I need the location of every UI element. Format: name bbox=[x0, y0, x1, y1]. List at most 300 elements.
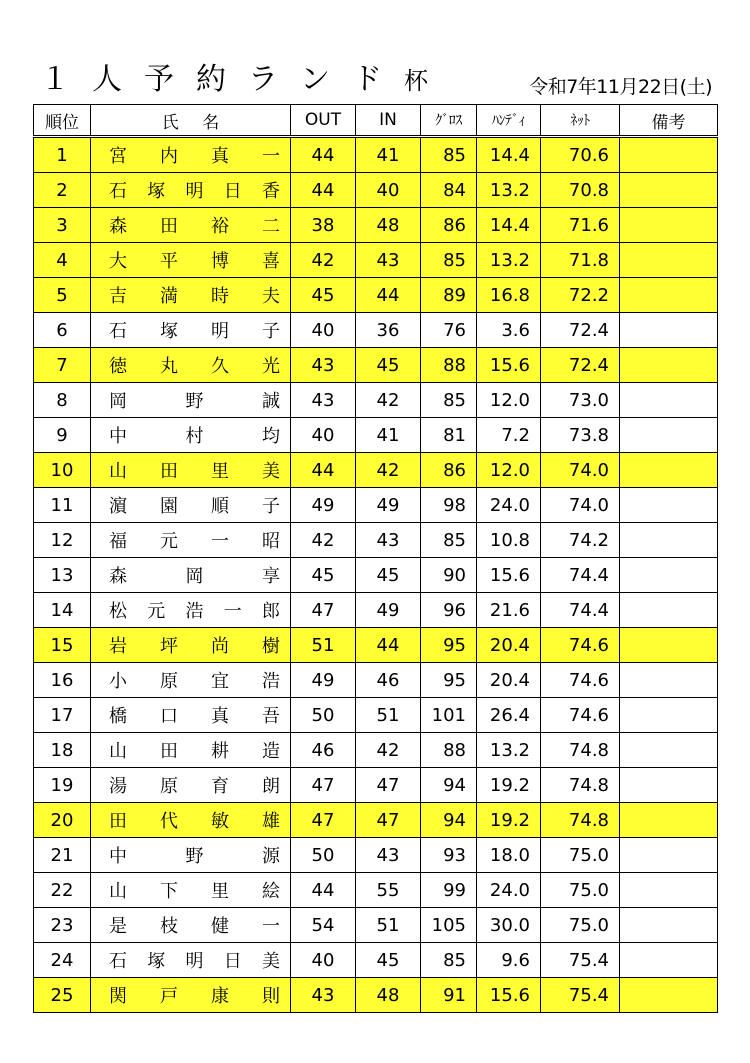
out-score-cell: 45 bbox=[291, 558, 356, 593]
player-name-char: 山 bbox=[109, 461, 127, 482]
player-name-cell bbox=[91, 278, 291, 313]
out-score-cell: 49 bbox=[291, 488, 356, 523]
handicap-cell: 13.2 bbox=[477, 733, 541, 768]
table-row bbox=[34, 278, 718, 313]
event-date: 令和7年11月22日(土) bbox=[529, 76, 712, 98]
table-row bbox=[34, 698, 718, 733]
out-score-cell: 42 bbox=[291, 243, 356, 278]
rank-cell: 20 bbox=[34, 803, 91, 838]
rank-cell: 15 bbox=[34, 628, 91, 663]
table-row bbox=[34, 803, 718, 838]
gross-score-cell: 85 bbox=[421, 243, 477, 278]
out-score-cell: 45 bbox=[291, 278, 356, 313]
gross-score-cell: 85 bbox=[421, 523, 477, 558]
player-name-char: 田 bbox=[160, 461, 178, 482]
notes-cell bbox=[620, 593, 718, 628]
player-name-cell bbox=[91, 733, 291, 768]
player-name-char: 日 bbox=[223, 951, 242, 972]
handicap-cell: 10.8 bbox=[477, 523, 541, 558]
notes-cell bbox=[620, 628, 718, 663]
in-score-cell: 42 bbox=[356, 733, 421, 768]
gross-score-cell: 91 bbox=[421, 978, 477, 1013]
notes-cell bbox=[620, 733, 718, 768]
player-name-char: 野 bbox=[185, 846, 204, 867]
in-score-cell: 41 bbox=[356, 137, 421, 173]
net-score-cell: 74.6 bbox=[541, 628, 620, 663]
table-row bbox=[34, 243, 718, 278]
out-score-cell: 44 bbox=[291, 873, 356, 908]
net-score-cell: 74.4 bbox=[541, 593, 620, 628]
player-name-char: 光 bbox=[262, 356, 280, 377]
table-row bbox=[34, 137, 718, 173]
table-row bbox=[34, 663, 718, 698]
player-name-cell bbox=[91, 663, 291, 698]
notes-cell bbox=[620, 768, 718, 803]
in-score-cell: 45 bbox=[356, 558, 421, 593]
rank-cell: 14 bbox=[34, 593, 91, 628]
net-score-cell: 75.4 bbox=[541, 978, 620, 1013]
player-name-cell bbox=[91, 173, 291, 208]
in-score-cell: 48 bbox=[356, 208, 421, 243]
player-name-char: 朗 bbox=[262, 776, 280, 797]
out-score-cell: 43 bbox=[291, 383, 356, 418]
handicap-cell: 15.6 bbox=[477, 558, 541, 593]
player-name-char: 子 bbox=[262, 321, 280, 342]
gross-score-cell: 88 bbox=[421, 733, 477, 768]
handicap-cell: 26.4 bbox=[477, 698, 541, 733]
table-row bbox=[34, 173, 718, 208]
in-score-cell: 51 bbox=[356, 908, 421, 943]
handicap-cell: 20.4 bbox=[477, 663, 541, 698]
player-name-char: 原 bbox=[160, 671, 178, 692]
player-name-char: 山 bbox=[109, 741, 127, 762]
out-score-cell: 44 bbox=[291, 453, 356, 488]
player-name-char: 下 bbox=[160, 881, 178, 902]
in-score-cell: 42 bbox=[356, 383, 421, 418]
player-name-char: 健 bbox=[211, 916, 229, 937]
player-name-char: 裕 bbox=[211, 216, 229, 237]
net-score-cell: 70.6 bbox=[541, 137, 620, 173]
player-name-char: 郎 bbox=[262, 601, 280, 622]
rank-cell: 2 bbox=[34, 173, 91, 208]
player-name-char: 吉 bbox=[109, 286, 127, 307]
handicap-cell: 12.0 bbox=[477, 453, 541, 488]
player-name-char: 元 bbox=[147, 601, 166, 622]
player-name-cell bbox=[91, 873, 291, 908]
out-score-cell: 40 bbox=[291, 418, 356, 453]
player-name-char: 田 bbox=[109, 811, 127, 832]
in-score-cell: 43 bbox=[356, 243, 421, 278]
gross-score-cell: 94 bbox=[421, 803, 477, 838]
handicap-cell: 12.0 bbox=[477, 383, 541, 418]
player-name-char: 村 bbox=[185, 426, 204, 447]
player-name-char: 橋 bbox=[109, 706, 127, 727]
player-name-cell bbox=[91, 523, 291, 558]
player-name-char: 時 bbox=[211, 286, 229, 307]
out-score-cell: 43 bbox=[291, 978, 356, 1013]
out-score-cell: 40 bbox=[291, 313, 356, 348]
out-score-cell: 47 bbox=[291, 803, 356, 838]
player-name-char: 真 bbox=[211, 146, 229, 167]
notes-cell bbox=[620, 838, 718, 873]
table-row bbox=[34, 558, 718, 593]
player-name-char: 康 bbox=[211, 986, 229, 1007]
player-name-char: 育 bbox=[211, 776, 229, 797]
player-name-char: 一 bbox=[211, 531, 229, 552]
player-name-char: 岡 bbox=[185, 566, 204, 587]
handicap-cell: 21.6 bbox=[477, 593, 541, 628]
in-score-cell: 48 bbox=[356, 978, 421, 1013]
player-name-char: 塚 bbox=[160, 321, 178, 342]
rank-cell: 8 bbox=[34, 383, 91, 418]
player-name-char: 平 bbox=[160, 251, 178, 272]
page-title bbox=[40, 60, 428, 101]
handicap-cell: 3.6 bbox=[477, 313, 541, 348]
player-name-cell bbox=[91, 243, 291, 278]
gross-score-cell: 76 bbox=[421, 313, 477, 348]
player-name-char: 中 bbox=[109, 846, 127, 867]
player-name-char: 口 bbox=[160, 706, 178, 727]
gross-score-cell: 105 bbox=[421, 908, 477, 943]
player-name-char: 絵 bbox=[262, 881, 280, 902]
player-name-char: 塚 bbox=[147, 951, 166, 972]
net-score-cell: 75.0 bbox=[541, 908, 620, 943]
gross-score-cell: 86 bbox=[421, 208, 477, 243]
player-name-char: 真 bbox=[211, 706, 229, 727]
player-name-char: 濵 bbox=[109, 496, 127, 517]
player-name-cell bbox=[91, 978, 291, 1013]
gross-score-cell: 84 bbox=[421, 173, 477, 208]
notes-cell bbox=[620, 488, 718, 523]
player-name-char: 小 bbox=[109, 671, 127, 692]
out-score-cell: 46 bbox=[291, 733, 356, 768]
notes-cell bbox=[620, 243, 718, 278]
col-header-name: 氏 名 bbox=[91, 105, 291, 137]
player-name-char: 枝 bbox=[160, 916, 178, 937]
net-score-cell: 74.4 bbox=[541, 558, 620, 593]
in-score-cell: 45 bbox=[356, 943, 421, 978]
table-row bbox=[34, 978, 718, 1013]
gross-score-cell: 95 bbox=[421, 628, 477, 663]
player-name-cell bbox=[91, 137, 291, 173]
out-score-cell: 47 bbox=[291, 593, 356, 628]
player-name-char: 敏 bbox=[211, 811, 229, 832]
player-name-char: 明 bbox=[211, 321, 229, 342]
out-score-cell: 50 bbox=[291, 698, 356, 733]
table-row bbox=[34, 488, 718, 523]
net-score-cell: 71.8 bbox=[541, 243, 620, 278]
gross-score-cell: 85 bbox=[421, 943, 477, 978]
gross-score-cell: 99 bbox=[421, 873, 477, 908]
player-name-char: 宜 bbox=[211, 671, 229, 692]
in-score-cell: 55 bbox=[356, 873, 421, 908]
table-row bbox=[34, 453, 718, 488]
player-name-char: 誠 bbox=[262, 391, 280, 412]
rank-cell: 6 bbox=[34, 313, 91, 348]
player-name-char: 明 bbox=[185, 951, 204, 972]
rank-cell: 10 bbox=[34, 453, 91, 488]
net-score-cell: 74.8 bbox=[541, 733, 620, 768]
table-row bbox=[34, 768, 718, 803]
player-name-char: 明 bbox=[185, 181, 204, 202]
rank-cell: 17 bbox=[34, 698, 91, 733]
gross-score-cell: 90 bbox=[421, 558, 477, 593]
table-row bbox=[34, 523, 718, 558]
player-name-char: 満 bbox=[160, 286, 178, 307]
player-name-char: 里 bbox=[211, 461, 229, 482]
notes-cell bbox=[620, 978, 718, 1013]
table-header-row bbox=[34, 105, 718, 137]
player-name-char: 均 bbox=[262, 426, 280, 447]
player-name-cell bbox=[91, 383, 291, 418]
gross-score-cell: 85 bbox=[421, 137, 477, 173]
player-name-cell bbox=[91, 838, 291, 873]
rank-cell: 4 bbox=[34, 243, 91, 278]
col-header-in: IN bbox=[356, 105, 421, 137]
player-name-char: 坪 bbox=[160, 636, 178, 657]
gross-score-cell: 88 bbox=[421, 348, 477, 383]
handicap-cell: 16.8 bbox=[477, 278, 541, 313]
handicap-cell: 18.0 bbox=[477, 838, 541, 873]
net-score-cell: 74.6 bbox=[541, 663, 620, 698]
table-row bbox=[34, 908, 718, 943]
gross-score-cell: 85 bbox=[421, 383, 477, 418]
player-name-char: 一 bbox=[262, 916, 280, 937]
in-score-cell: 51 bbox=[356, 698, 421, 733]
net-score-cell: 74.0 bbox=[541, 488, 620, 523]
in-score-cell: 43 bbox=[356, 838, 421, 873]
player-name-char: 香 bbox=[262, 181, 280, 202]
notes-cell bbox=[620, 313, 718, 348]
notes-cell bbox=[620, 523, 718, 558]
rank-cell: 11 bbox=[34, 488, 91, 523]
notes-cell bbox=[620, 383, 718, 418]
rank-cell: 3 bbox=[34, 208, 91, 243]
in-score-cell: 45 bbox=[356, 348, 421, 383]
player-name-char: 享 bbox=[262, 566, 280, 587]
in-score-cell: 47 bbox=[356, 768, 421, 803]
net-score-cell: 74.0 bbox=[541, 453, 620, 488]
player-name-char: 岩 bbox=[109, 636, 127, 657]
player-name-char: 久 bbox=[211, 356, 229, 377]
rank-cell: 19 bbox=[34, 768, 91, 803]
player-name-char: 丸 bbox=[160, 356, 178, 377]
player-name-char: 岡 bbox=[109, 391, 127, 412]
rank-cell: 16 bbox=[34, 663, 91, 698]
player-name-char: 吾 bbox=[262, 706, 280, 727]
net-score-cell: 72.4 bbox=[541, 313, 620, 348]
player-name-cell bbox=[91, 628, 291, 663]
col-header-handicap: ﾊﾝﾃﾞｨ bbox=[477, 105, 541, 137]
handicap-cell: 14.4 bbox=[477, 137, 541, 173]
player-name-char: 内 bbox=[160, 146, 178, 167]
player-name-char: 一 bbox=[223, 601, 242, 622]
out-score-cell: 50 bbox=[291, 838, 356, 873]
gross-score-cell: 95 bbox=[421, 663, 477, 698]
rank-cell: 7 bbox=[34, 348, 91, 383]
rank-cell: 12 bbox=[34, 523, 91, 558]
table-row bbox=[34, 348, 718, 383]
gross-score-cell: 81 bbox=[421, 418, 477, 453]
player-name-char: 則 bbox=[262, 986, 280, 1007]
table-row bbox=[34, 943, 718, 978]
handicap-cell: 19.2 bbox=[477, 768, 541, 803]
title-text: １人予約ランド bbox=[40, 62, 404, 97]
results-table bbox=[33, 104, 718, 1013]
gross-score-cell: 101 bbox=[421, 698, 477, 733]
player-name-char: 野 bbox=[185, 391, 204, 412]
in-score-cell: 46 bbox=[356, 663, 421, 698]
player-name-char: 塚 bbox=[147, 181, 166, 202]
table-row bbox=[34, 873, 718, 908]
player-name-char: 湯 bbox=[109, 776, 127, 797]
notes-cell bbox=[620, 943, 718, 978]
handicap-cell: 13.2 bbox=[477, 243, 541, 278]
title-suffix: 杯 bbox=[404, 67, 428, 95]
player-name-char: 二 bbox=[262, 216, 280, 237]
net-score-cell: 74.8 bbox=[541, 768, 620, 803]
table-row bbox=[34, 593, 718, 628]
player-name-char: 石 bbox=[109, 951, 127, 972]
player-name-char: 田 bbox=[160, 216, 178, 237]
player-name-char: 宮 bbox=[109, 146, 127, 167]
net-score-cell: 72.4 bbox=[541, 348, 620, 383]
net-score-cell: 71.6 bbox=[541, 208, 620, 243]
player-name-char: 是 bbox=[109, 916, 127, 937]
handicap-cell: 24.0 bbox=[477, 488, 541, 523]
notes-cell bbox=[620, 137, 718, 173]
player-name-char: 福 bbox=[109, 531, 127, 552]
in-score-cell: 49 bbox=[356, 488, 421, 523]
out-score-cell: 44 bbox=[291, 173, 356, 208]
net-score-cell: 75.0 bbox=[541, 838, 620, 873]
notes-cell bbox=[620, 873, 718, 908]
player-name-cell bbox=[91, 768, 291, 803]
player-name-char: 樹 bbox=[262, 636, 280, 657]
col-header-gross: ｸﾞﾛｽ bbox=[421, 105, 477, 137]
player-name-char: 雄 bbox=[262, 811, 280, 832]
net-score-cell: 74.8 bbox=[541, 803, 620, 838]
player-name-char: 耕 bbox=[211, 741, 229, 762]
table-row bbox=[34, 383, 718, 418]
in-score-cell: 44 bbox=[356, 628, 421, 663]
in-score-cell: 40 bbox=[356, 173, 421, 208]
player-name-cell bbox=[91, 313, 291, 348]
in-score-cell: 44 bbox=[356, 278, 421, 313]
out-score-cell: 38 bbox=[291, 208, 356, 243]
rank-cell: 1 bbox=[34, 137, 91, 173]
col-header-notes: 備考 bbox=[620, 105, 718, 137]
in-score-cell: 41 bbox=[356, 418, 421, 453]
net-score-cell: 74.6 bbox=[541, 698, 620, 733]
handicap-cell: 7.2 bbox=[477, 418, 541, 453]
rank-cell: 9 bbox=[34, 418, 91, 453]
player-name-char: 順 bbox=[211, 496, 229, 517]
gross-score-cell: 93 bbox=[421, 838, 477, 873]
player-name-char: 夫 bbox=[262, 286, 280, 307]
handicap-cell: 24.0 bbox=[477, 873, 541, 908]
player-name-cell bbox=[91, 488, 291, 523]
player-name-cell bbox=[91, 418, 291, 453]
notes-cell bbox=[620, 418, 718, 453]
rank-cell: 21 bbox=[34, 838, 91, 873]
rank-cell: 13 bbox=[34, 558, 91, 593]
player-name-cell bbox=[91, 593, 291, 628]
table-row bbox=[34, 838, 718, 873]
net-score-cell: 73.0 bbox=[541, 383, 620, 418]
out-score-cell: 51 bbox=[291, 628, 356, 663]
net-score-cell: 73.8 bbox=[541, 418, 620, 453]
handicap-cell: 19.2 bbox=[477, 803, 541, 838]
out-score-cell: 44 bbox=[291, 137, 356, 173]
player-name-char: 美 bbox=[262, 951, 280, 972]
in-score-cell: 47 bbox=[356, 803, 421, 838]
rank-cell: 22 bbox=[34, 873, 91, 908]
player-name-char: 一 bbox=[262, 146, 280, 167]
player-name-char: 里 bbox=[211, 881, 229, 902]
player-name-char: 徳 bbox=[109, 356, 127, 377]
out-score-cell: 42 bbox=[291, 523, 356, 558]
in-score-cell: 36 bbox=[356, 313, 421, 348]
notes-cell bbox=[620, 663, 718, 698]
gross-score-cell: 94 bbox=[421, 768, 477, 803]
player-name-char: 原 bbox=[160, 776, 178, 797]
in-score-cell: 42 bbox=[356, 453, 421, 488]
handicap-cell: 15.6 bbox=[477, 978, 541, 1013]
player-name-char: 松 bbox=[109, 601, 127, 622]
player-name-char: 石 bbox=[109, 181, 127, 202]
notes-cell bbox=[620, 348, 718, 383]
out-score-cell: 54 bbox=[291, 908, 356, 943]
player-name-cell bbox=[91, 943, 291, 978]
net-score-cell: 72.2 bbox=[541, 278, 620, 313]
gross-score-cell: 96 bbox=[421, 593, 477, 628]
notes-cell bbox=[620, 558, 718, 593]
player-name-char: 日 bbox=[223, 181, 242, 202]
in-score-cell: 49 bbox=[356, 593, 421, 628]
table-row bbox=[34, 418, 718, 453]
rank-cell: 24 bbox=[34, 943, 91, 978]
player-name-char: 森 bbox=[109, 216, 127, 237]
table-row bbox=[34, 208, 718, 243]
table-row bbox=[34, 628, 718, 663]
player-name-char: 関 bbox=[109, 986, 127, 1007]
player-name-char: 浩 bbox=[185, 601, 204, 622]
handicap-cell: 9.6 bbox=[477, 943, 541, 978]
table-row bbox=[34, 313, 718, 348]
net-score-cell: 74.2 bbox=[541, 523, 620, 558]
player-name-char: 代 bbox=[160, 811, 178, 832]
player-name-cell bbox=[91, 698, 291, 733]
player-name-char: 大 bbox=[109, 251, 127, 272]
gross-score-cell: 86 bbox=[421, 453, 477, 488]
player-name-char: 園 bbox=[160, 496, 178, 517]
player-name-char: 源 bbox=[262, 846, 280, 867]
handicap-cell: 13.2 bbox=[477, 173, 541, 208]
notes-cell bbox=[620, 908, 718, 943]
net-score-cell: 70.8 bbox=[541, 173, 620, 208]
player-name-char: 元 bbox=[160, 531, 178, 552]
out-score-cell: 47 bbox=[291, 768, 356, 803]
out-score-cell: 43 bbox=[291, 348, 356, 383]
handicap-cell: 14.4 bbox=[477, 208, 541, 243]
handicap-cell: 15.6 bbox=[477, 348, 541, 383]
notes-cell bbox=[620, 453, 718, 488]
player-name-cell bbox=[91, 348, 291, 383]
player-name-char: 浩 bbox=[262, 671, 280, 692]
player-name-char: 石 bbox=[109, 321, 127, 342]
player-name-char: 造 bbox=[262, 741, 280, 762]
